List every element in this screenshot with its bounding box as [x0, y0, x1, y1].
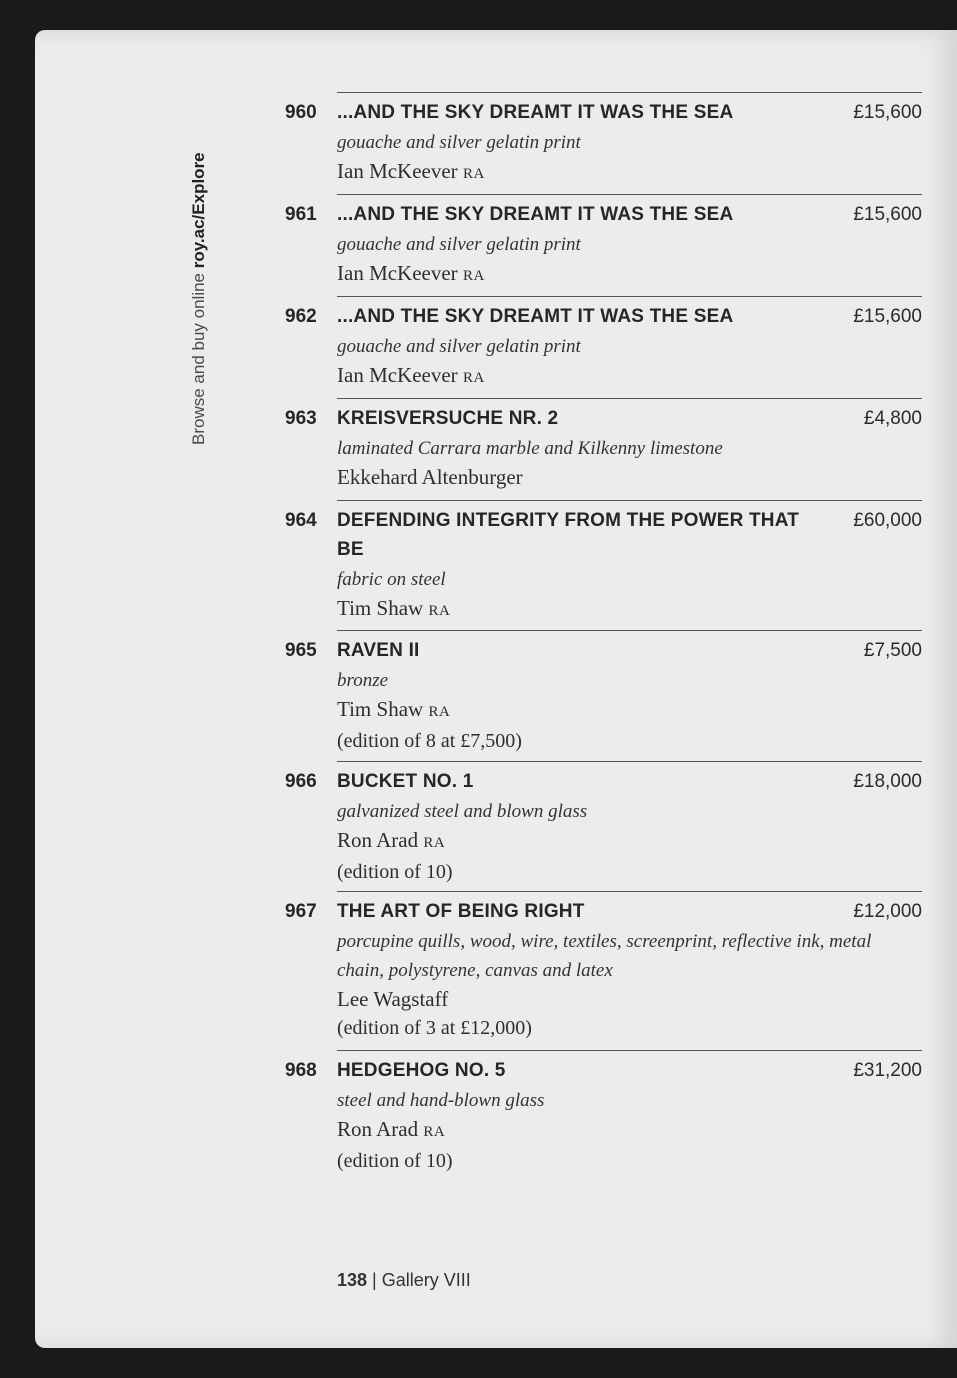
entry-divider	[337, 761, 922, 762]
entry-medium: gouache and silver gelatin print	[337, 336, 581, 357]
ra-suffix: RA	[423, 835, 446, 851]
sidebar-link[interactable]: roy.ac/Explore	[189, 152, 208, 269]
entry-artist: Tim Shaw RA	[337, 596, 451, 620]
entry-medium: steel and hand-blown glass	[337, 1090, 545, 1111]
ra-suffix: RA	[462, 166, 485, 182]
page-footer	[337, 1270, 471, 1291]
entry-divider	[337, 92, 922, 93]
entry-price: £4,800	[863, 408, 922, 429]
entry-price: £60,000	[853, 510, 922, 531]
entry-medium: fabric on steel	[337, 569, 446, 590]
entry-medium: bronze	[337, 670, 389, 691]
entry-number: 963	[285, 408, 317, 429]
entry-title: ...AND THE SKY DREAMT IT WAS THE SEA	[337, 204, 734, 225]
entry-divider	[337, 194, 922, 195]
page-number: 138	[337, 1270, 368, 1290]
entry-divider	[337, 1050, 922, 1051]
entry-artist: Ian McKeever RA	[337, 363, 485, 387]
entry-title: ...AND THE SKY DREAMT IT WAS THE SEA	[337, 102, 734, 123]
entry-medium: porcupine quills, wood, wire, textiles, screenprint, reflective ink, metal chain, polystyrene, canvas and latex	[337, 931, 872, 981]
entry-title: HEDGEHOG NO. 5	[337, 1060, 506, 1081]
entry-price: £12,000	[853, 901, 922, 922]
catalogue-page	[35, 30, 957, 1348]
entry-price: £18,000	[853, 771, 922, 792]
ra-suffix: RA	[462, 370, 485, 386]
sidebar-text	[189, 152, 209, 445]
entry-number: 966	[285, 771, 317, 792]
entry-number: 964	[285, 510, 317, 531]
entry-artist: Ekkehard Altenburger	[337, 465, 523, 489]
entry-price: £15,600	[853, 102, 922, 123]
ra-suffix: RA	[428, 704, 451, 720]
entry-edition: (edition of 10)	[337, 861, 453, 883]
entry-artist: Ron Arad RA	[337, 828, 446, 852]
entry-artist: Ian McKeever RA	[337, 159, 485, 183]
entry-number: 965	[285, 640, 317, 661]
ra-suffix: RA	[462, 268, 485, 284]
entry-title: DEFENDING INTEGRITY FROM THE POWER THAT BE	[337, 510, 800, 560]
entry-edition: (edition of 8 at £7,500)	[337, 730, 522, 752]
entry-number: 962	[285, 306, 317, 327]
entry-number: 960	[285, 102, 317, 123]
entry-medium: galvanized steel and blown glass	[337, 801, 588, 822]
ra-suffix: RA	[423, 1124, 446, 1140]
entry-medium: gouache and silver gelatin print	[337, 132, 581, 153]
entry-artist: Tim Shaw RA	[337, 697, 451, 721]
entry-title: ...AND THE SKY DREAMT IT WAS THE SEA	[337, 306, 734, 327]
sidebar-prefix: Browse and buy online	[189, 268, 208, 445]
entry-divider	[337, 500, 922, 501]
entry-title: BUCKET NO. 1	[337, 771, 474, 792]
entry-price: £15,600	[853, 306, 922, 327]
entry-title: RAVEN II	[337, 640, 420, 661]
entry-price: £7,500	[863, 640, 922, 661]
gallery-section: Gallery VIII	[381, 1270, 471, 1290]
entry-artist: Ian McKeever RA	[337, 261, 485, 285]
ra-suffix: RA	[428, 603, 451, 619]
entry-artist: Ron Arad RA	[337, 1117, 446, 1141]
sidebar-browse-online	[185, 105, 215, 445]
entry-divider	[337, 296, 922, 297]
entry-price: £31,200	[853, 1060, 922, 1081]
entry-edition: (edition of 10)	[337, 1150, 453, 1172]
entry-medium: laminated Carrara marble and Kilkenny limestone	[337, 438, 723, 459]
entry-divider	[337, 398, 922, 399]
entry-medium: gouache and silver gelatin print	[337, 234, 581, 255]
entry-number: 961	[285, 204, 317, 225]
entry-edition: (edition of 3 at £12,000)	[337, 1017, 532, 1039]
entry-number: 968	[285, 1060, 317, 1081]
entry-price: £15,600	[853, 204, 922, 225]
entry-artist: Lee Wagstaff	[337, 987, 449, 1011]
entry-number: 967	[285, 901, 317, 922]
entry-divider	[337, 891, 922, 892]
entry-title: THE ART OF BEING RIGHT	[337, 901, 585, 922]
entry-divider	[337, 630, 922, 631]
entry-title: KREISVERSUCHE NR. 2	[337, 408, 559, 429]
footer-separator: |	[367, 1270, 382, 1290]
